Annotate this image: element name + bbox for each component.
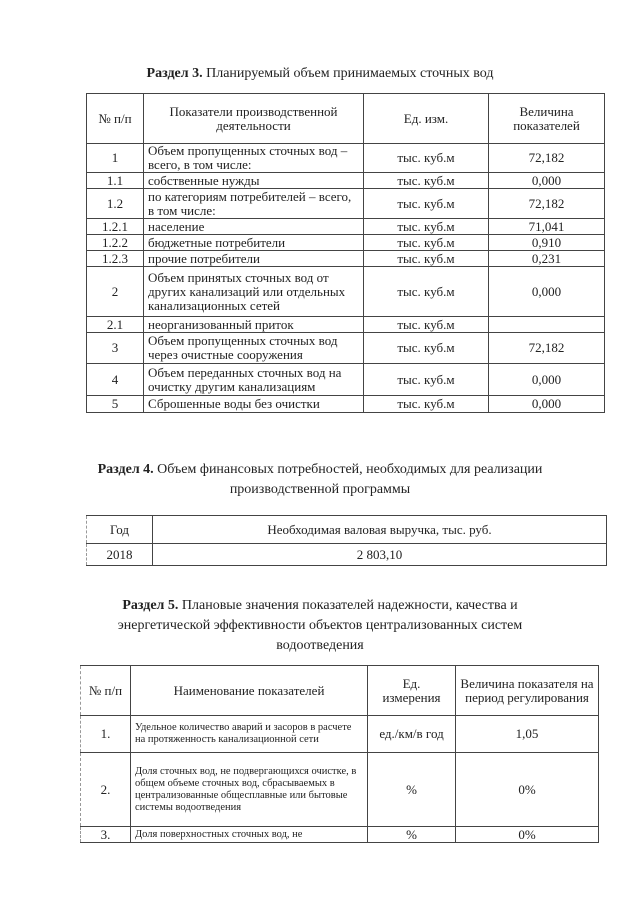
unit-cell: тыс. куб.м [364, 267, 489, 317]
table-row [87, 544, 607, 566]
section4-title-line: Объем финансовых потребностей, необходимых для реализации [157, 462, 543, 477]
row-number-cell: 1.2.3 [87, 251, 144, 267]
indicator-name-cell: прочие потребители [144, 251, 364, 267]
table-header-row [87, 516, 607, 544]
value-cell [489, 317, 605, 333]
header-cell: № п/п [81, 666, 131, 716]
header-cell: Наименование показателей [131, 666, 368, 716]
row-number-cell: 5 [87, 396, 144, 413]
value-cell: 0,231 [489, 251, 605, 267]
unit-cell: тыс. куб.м [364, 333, 489, 364]
row-number-cell: 4 [87, 364, 144, 396]
table-row [87, 144, 605, 173]
row-number-cell: 2.1 [87, 317, 144, 333]
unit-cell: тыс. куб.м [364, 219, 489, 235]
indicator-name-cell: Доля поверхностных сточных вод, не [131, 827, 368, 843]
header-cell: Показатели производственной деятельности [144, 94, 364, 144]
indicator-name-cell: Объем переданных сточных вод на очистку другим канализациям [144, 364, 364, 396]
value-cell: 0% [456, 827, 599, 843]
header-cell: Величина показателя на период регулирования [456, 666, 599, 716]
indicator-name-cell: население [144, 219, 364, 235]
table-row [87, 251, 605, 267]
section5-title [0, 596, 640, 656]
section4-title-line: производственной программы [229, 482, 411, 497]
value-cell: 0,910 [489, 235, 605, 251]
header-cell: Год [87, 516, 153, 544]
header-cell: № п/п [87, 94, 144, 144]
section5-title-line: водоотведения [276, 638, 364, 653]
section3-title [0, 64, 640, 84]
row-number-cell: 1.1 [87, 173, 144, 189]
unit-cell: тыс. куб.м [364, 251, 489, 267]
table-header-row [87, 94, 605, 144]
table-row [87, 189, 605, 219]
value-cell: 0,000 [489, 267, 605, 317]
unit-cell: тыс. куб.м [364, 364, 489, 396]
year-cell: 2018 [87, 544, 153, 566]
table-row [81, 827, 599, 843]
header-cell: Величина показателей [489, 94, 605, 144]
table-row [87, 235, 605, 251]
value-cell: 1,05 [456, 716, 599, 753]
table-row [87, 267, 605, 317]
row-number-cell: 1 [87, 144, 144, 173]
row-number-cell: 1.2.2 [87, 235, 144, 251]
header-cell: Ед. измерения [368, 666, 456, 716]
indicator-name-cell: Объем пропущенных сточных вод – всего, в том числе: [144, 144, 364, 173]
table-row [87, 173, 605, 189]
unit-cell: тыс. куб.м [364, 189, 489, 219]
value-cell: 0,000 [489, 173, 605, 189]
unit-cell: % [368, 827, 456, 843]
value-cell: 0,000 [489, 364, 605, 396]
value-cell: 71,041 [489, 219, 605, 235]
header-cell: Ед. изм. [364, 94, 489, 144]
section3-table [86, 93, 605, 413]
value-cell: 0,000 [489, 396, 605, 413]
row-number-cell: 3 [87, 333, 144, 364]
row-number-cell: 2 [87, 267, 144, 317]
value-cell: 72,182 [489, 189, 605, 219]
indicator-name-cell: неорганизованный приток [144, 317, 364, 333]
indicator-name-cell: собственные нужды [144, 173, 364, 189]
row-number-cell: 3. [81, 827, 131, 843]
indicator-name-cell: Объем пропущенных сточных вод через очистные сооружения [144, 333, 364, 364]
section4-title [0, 460, 640, 500]
table-row [87, 317, 605, 333]
row-number-cell: 1. [81, 716, 131, 753]
table-row [81, 753, 599, 827]
value-cell: 72,182 [489, 144, 605, 173]
unit-cell: тыс. куб.м [364, 235, 489, 251]
indicator-name-cell: бюджетные потребители [144, 235, 364, 251]
section4-label: Раздел 4. [97, 462, 154, 477]
indicator-name-cell: Доля сточных вод, не подвергающихся очистке, в общем объеме сточных вод, сбрасываемых в централизованные общесплавные или бытовые системы водоотведения [131, 753, 368, 827]
section5-title-line: Плановые значения показателей надежности, качества и [181, 598, 518, 613]
value-cell: 2 803,10 [153, 544, 607, 566]
unit-cell: тыс. куб.м [364, 396, 489, 413]
header-cell: Необходимая валовая выручка, тыс. руб. [153, 516, 607, 544]
unit-cell: % [368, 753, 456, 827]
indicator-name-cell: Сброшенные воды без очистки [144, 396, 364, 413]
table-row [87, 219, 605, 235]
row-number-cell: 1.2.1 [87, 219, 144, 235]
table-row [87, 364, 605, 396]
section5-table [80, 665, 599, 843]
unit-cell: тыс. куб.м [364, 144, 489, 173]
section5-title-line: энергетической эффективности объектов централизованных систем [117, 618, 523, 633]
section3-title-text: Планируемый объем принимаемых сточных вод [206, 66, 494, 81]
section4-table [86, 515, 607, 566]
indicator-name-cell: по категориям потребителей – всего, в том числе: [144, 189, 364, 219]
row-number-cell: 1.2 [87, 189, 144, 219]
indicator-name-cell: Удельное количество аварий и засоров в расчете на протяженность канализационной сети [131, 716, 368, 753]
table-row [87, 333, 605, 364]
unit-cell: тыс. куб.м [364, 317, 489, 333]
value-cell: 72,182 [489, 333, 605, 364]
unit-cell: тыс. куб.м [364, 173, 489, 189]
row-number-cell: 2. [81, 753, 131, 827]
table-row [81, 716, 599, 753]
section5-label: Раздел 5. [122, 598, 179, 613]
table-header-row [81, 666, 599, 716]
table-row [87, 396, 605, 413]
indicator-name-cell: Объем принятых сточных вод от других канализаций или отдельных канализационных сетей [144, 267, 364, 317]
section3-label: Раздел 3. [146, 66, 203, 81]
value-cell: 0% [456, 753, 599, 827]
unit-cell: ед./км/в год [368, 716, 456, 753]
